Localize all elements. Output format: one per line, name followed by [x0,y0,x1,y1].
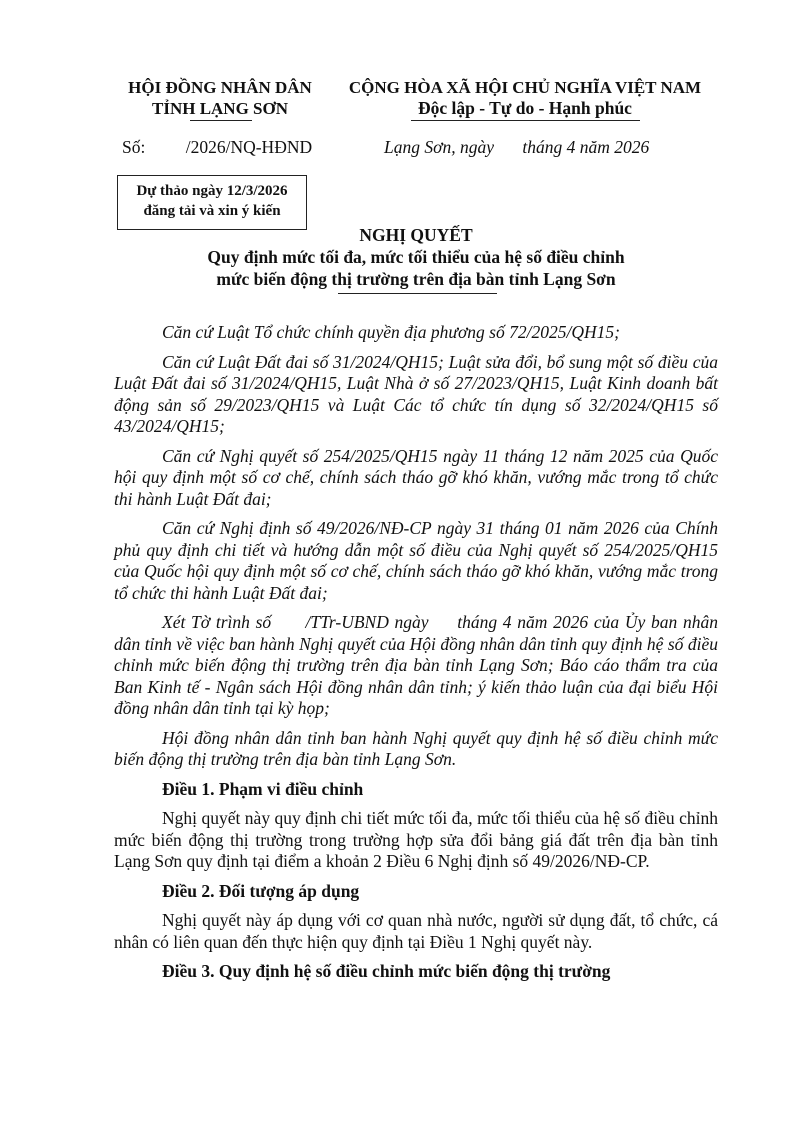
motto-underline [411,120,640,121]
preamble-clause: Căn cứ Nghị định số 49/2026/NĐ-CP ngày 31 tháng 01 năm 2026 của Chính phủ quy định chi tiết và hướng dẫn một số điều của Nghị quyết số 254/2025/QH15 của Quốc hội quy định một số cơ chế, chính sách tháo gỡ khó khăn, vướng mắc trong tổ chức thi hành Luật Đất đai; [114,518,718,603]
preamble-enactment: Hội đồng nhân dân tỉnh ban hành Nghị quyết quy định hệ số điều chỉnh mức biến động thị trường trên địa bàn tỉnh Lạng Sơn. [114,727,718,769]
place-date-suffix: tháng 4 năm 2026 [522,137,650,157]
document-subject-line2: mức biến động thị trường trên địa bàn tỉnh Lạng Sơn [216,269,616,289]
document-title-block [114,224,718,290]
document-subject-line1: Quy định mức tối đa, mức tối thiểu của hệ số điều chỉnh [207,247,625,267]
article-1-text: Nghị quyết này quy định chi tiết mức tối đa, mức tối thiểu của hệ số điều chỉnh mức biến động thị trường trong trường hợp sửa đổi bảng giá đất trên địa bàn tỉnh Lạng Sơn quy định tại điểm a khoản 2 Điều 6 Nghị định số 49/2026/NĐ-CP. [114,808,718,871]
national-header [330,77,720,119]
document-number [122,137,312,158]
issuer-council: HỘI ĐỒNG NHÂN DÂN [128,78,312,97]
place-date-prefix: Lạng Sơn, ngày [384,137,494,157]
preamble-clause: Căn cứ Luật Đất đai số 31/2024/QH15; Luật sửa đổi, bổ sung một số điều của Luật Đất đai số 31/2024/QH15, Luật Nhà ở số 27/2023/QH15, Luật Kinh doanh bất động sản số 29/2023/QH15 và Luật Các tổ chức tín dụng số 32/2024/QH15 số 43/2024/QH15; [114,351,718,436]
article-2-title: Điều 2. Đối tượng áp dụng [162,880,360,901]
issuer-underline [190,120,252,121]
title-underline [338,293,497,294]
preamble-clause: Căn cứ Luật Tổ chức chính quyền địa phương số 72/2025/QH15; [162,322,620,342]
preamble-clause: Xét Tờ trình số /TTr-UBND ngày tháng 4 năm 2026 của Ủy ban nhân dân tỉnh về việc ban hành Nghị quyết của Hội đồng nhân dân tỉnh quy định hệ số điều chỉnh mức biến động thị trường trên địa bàn tỉnh Lạng Sơn; Báo cáo thẩm tra của Ban Kinh tế - Ngân sách Hội đồng nhân dân tỉnh; ý kiến thảo luận của đại biểu Hội đồng nhân dân tỉnh tại kỳ họp; [114,612,723,718]
document-body [114,322,723,991]
number-label: Số: [122,137,146,157]
document-type: NGHỊ QUYẾT [359,225,473,245]
article-3-title: Điều 3. Quy định hệ số điều chỉnh mức biến động thị trường [162,961,611,981]
number-value: /2026/NQ-HĐND [185,137,313,157]
place-date [384,137,649,158]
national-name: CỘNG HÒA XÃ HỘI CHỦ NGHĨA VIỆT NAM [348,78,702,97]
national-motto: Độc lập - Tự do - Hạnh phúc [418,98,632,118]
draft-notice-box [117,175,307,230]
issuer-block [110,77,330,119]
draft-date: Dự thảo ngày 12/3/2026 [136,183,288,199]
article-2-text: Nghị quyết này áp dụng với cơ quan nhà nước, người sử dụng đất, tổ chức, cá nhân có liên quan đến thực hiện quy định tại Điều 1 Nghị quyết này. [114,910,718,952]
draft-consultation: đăng tải và xin ý kiến [143,203,281,219]
preamble-clause: Căn cứ Nghị quyết số 254/2025/QH15 ngày 11 tháng 12 năm 2025 của Quốc hội quy định một số cơ chế, chính sách tháo gỡ khó khăn, vướng mắc trong tổ chức thi hành Luật Đất đai; [114,445,718,509]
article-1-title: Điều 1. Phạm vi điều chỉnh [162,778,364,799]
issuer-province: TỈNH LẠNG SƠN [151,99,289,118]
